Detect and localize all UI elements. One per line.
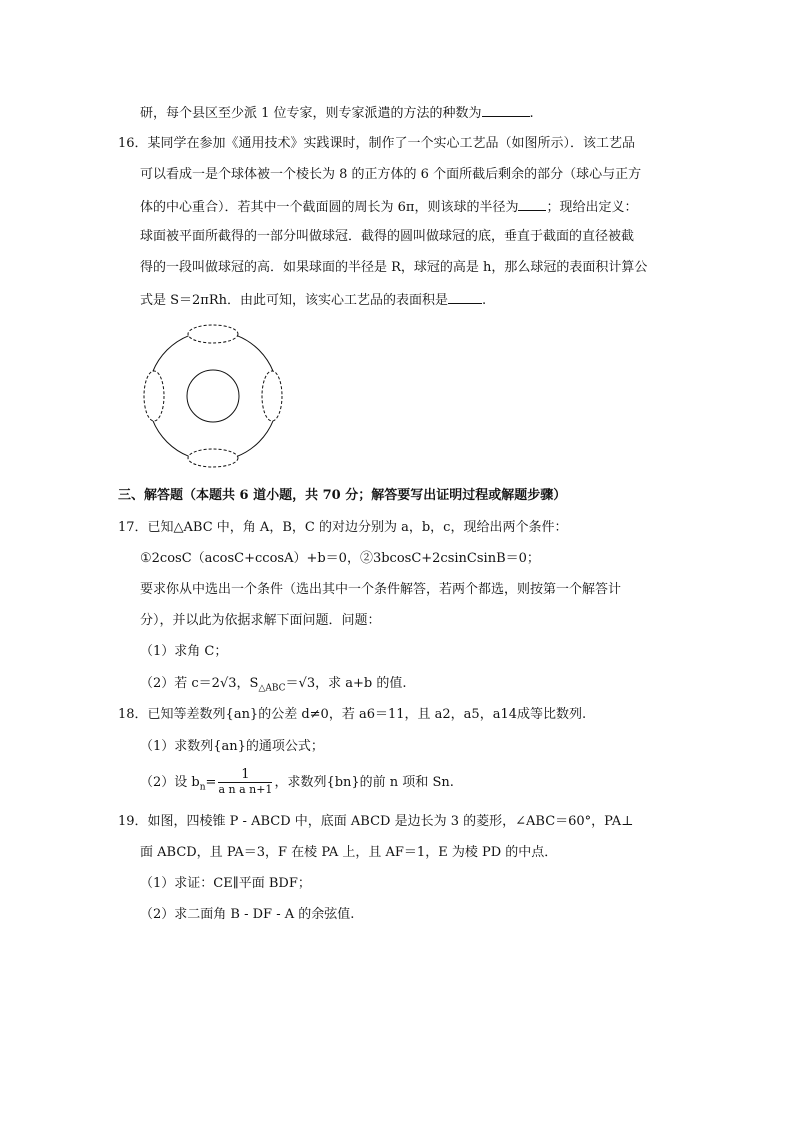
q17-part-2-f: ，求 a+b 的值. [315, 676, 407, 691]
left-cap-ellipse [144, 371, 164, 421]
answer-blank [448, 289, 482, 304]
sqrt-three: √3 [219, 676, 237, 691]
q19-line-2: 面 ABCD，且 PA＝3，F 在棱 PA 上，且 AF＝1，E 为棱 PD 的中点． [140, 845, 558, 860]
sphere-figure [140, 320, 285, 472]
q18-part-2 [140, 768, 454, 798]
q17-line-4: 分），并以此为依据求解下面问题．问题： [140, 613, 381, 628]
q16-line-4: 球面被平面所截得的一部分叫做球冠．截得的圆叫做球冠的底，垂直于截面的直径被截 [140, 229, 635, 244]
q15-tail-end: . [529, 106, 534, 121]
q16-line-3-end: ；现给出定义： [546, 200, 638, 215]
equals-sign: = [205, 775, 217, 790]
sphere-outline [148, 331, 278, 461]
q19-line-1: 19．如图，四棱锥 P - ABCD 中，底面 ABCD 是边长为 3 的菱形，∠ABC＝60°，PA⊥ [118, 814, 634, 829]
q18-part-2-b: ，求数列{bn}的前 n 项和 Sn. [274, 775, 454, 790]
q15-tail-text: 研，每个县区至少派 1 位专家，则专家派遣的方法的种数为 [140, 106, 482, 121]
q17-part-2-c: ，S [236, 676, 259, 691]
q16-line-5: 得的一段叫做球冠的高．如果球面的半径是 R，球冠的高是 h，那么球冠的表面积计算公 [140, 260, 648, 275]
q16-line-1: 16．某同学在参加《通用技术》实践课时，制作了一个实心工艺品（如图所示）．该工艺品 [118, 136, 636, 151]
bottom-cap-ellipse [188, 449, 238, 467]
q15-tail-line [140, 102, 534, 122]
q19-part-2: （2）求二面角 B - DF - A 的余弦值. [140, 907, 355, 922]
q16-line-6-end: . [482, 293, 487, 308]
q16-line-6-text: 式是 S＝2πRh．由此可知，该实心工艺品的表面积是 [140, 293, 449, 308]
front-cap-circle [187, 370, 239, 422]
q17-part-2-d: ＝ [285, 676, 299, 691]
q16-line-6 [140, 289, 486, 309]
q16-line-3 [140, 196, 637, 216]
q17-line-3: 要求你从中选出一个条件（选出其中一个条件解答，若两个都选，则按第一个解答计 [140, 582, 622, 597]
area-subscript: △ABC [258, 683, 286, 694]
fraction [218, 768, 272, 797]
top-cap-ellipse [188, 325, 238, 343]
fraction-denominator: a n a n+1 [218, 783, 273, 796]
b-subscript: n [199, 782, 206, 793]
section-3-title: 三、解答题（本题共 6 道小题，共 70 分；解答要写出证明过程或解题步骤） [118, 488, 567, 503]
fraction-numerator: 1 [218, 768, 272, 783]
answer-blank [518, 196, 546, 211]
q17-part-2 [140, 674, 406, 694]
q17-part-1: （1）求角 C； [140, 644, 228, 659]
q19-part-1: （1）求证：CE∥平面 BDF； [140, 876, 311, 891]
q17-line-2: ①2cosC（acosC+ccosA）+b＝0，②3bcosC+2csinCsinB＝0； [140, 551, 540, 566]
answer-blank [482, 102, 530, 117]
q18-part-1: （1）求数列{an}的通项公式； [140, 739, 324, 754]
q16-line-2: 可以看成一是个球体被一个棱长为 8 的正方体的 6 个面所截后剩余的部分（球心与正方 [140, 167, 642, 182]
q17-line-1: 17．已知△ABC 中，角 A，B，C 的对边分别为 a，b，c，现给出两个条件： [118, 520, 568, 535]
right-cap-ellipse [262, 371, 282, 421]
sqrt-three: √3 [298, 676, 316, 691]
q18-part-2-a: （2）设 b [140, 775, 200, 790]
q17-part-2-a: （2）若 c＝2 [140, 676, 220, 691]
q18-line-1: 18．已知等差数列{an}的公差 d≠0，若 a6＝11，且 a2，a5，a14成等比数列. [118, 707, 587, 722]
q16-line-3-text: 体的中心重合）．若其中一个截面圆的周长为 6π，则该球的半径为 [140, 200, 519, 215]
